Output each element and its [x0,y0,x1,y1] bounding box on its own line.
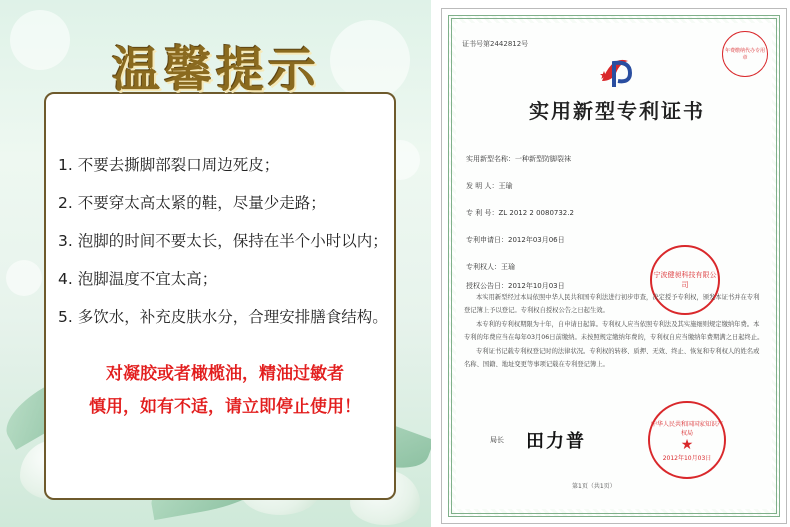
list-item: 4. 泡脚温度不宜太高； [58,270,218,288]
list-item: 2. 不要穿太高太紧的鞋，尽量少走路； [58,194,326,212]
body-paragraph: 本专利的专利权期限为十年，自申请日起算。专利权人应当依照专利法及其实施细则规定缴纳年费。本专利的年费应当在每年03月06日前缴纳。未按照规定缴纳年费的，专利权自应当缴纳年费期满之日起终止。 [464,320,764,342]
patent-holder: 专利权人：王瑜 [466,263,515,271]
warning-line-1: 对凝胶或者橄榄油，精油过敏者 [106,364,344,384]
certificate-title: 实用新型专利证书 [529,99,705,123]
tips-list [58,146,398,336]
body-paragraph: 专利证书记载专利权登记时的法律状况。专利权的转移、质押、无效、终止、恢复和专利权人的姓名或名称、国籍、地址变更等事项记载在专利登记簿上。 [464,347,760,369]
certificate-body [464,291,764,371]
corner-seal-icon: 年费缴纳代办专用章 [722,31,768,77]
application-date: 专利申请日：2012年03月06日 [466,236,565,244]
inventor: 发 明 人：王瑜 [466,182,513,190]
company-seal-icon: 宁波健昶科技有限公司 [650,245,720,315]
signature-name: 田力普 [526,431,586,452]
utility-model-name: 实用新型名称：一种新型防脚裂袜 [466,155,571,163]
patent-certificate [441,8,787,524]
list-item: 5. 多饮水，补充皮肤水分，合理安排膳食结构。 [58,308,388,326]
body-paragraph: 本实用新型经过本局依照中华人民共和国专利法进行初步审查，决定授予专利权，颁发本证书并在专利登记簿上予以登记。专利权自授权公告之日起生效。 [464,294,760,315]
page-title: 温馨提示 [111,42,320,98]
warning-line-2: 慎用，如有不适，请立即停止使用！ [89,397,361,417]
certificate-number: 证书号第2442812号 [462,40,529,48]
patent-office-logo-icon [594,51,638,91]
grant-date: 授权公告日：2012年10月03日 [466,282,565,290]
signature-label: 局长 [490,436,504,444]
allergy-warning [60,358,390,424]
page-footer: 第1页（共1页） [572,483,616,490]
patent-number: 专 利 号：ZL 2012 2 0080732.2 [466,209,574,217]
office-seal-icon: 中华人民共和国国家知识产权局 ★ 2012年10月03日 [648,401,726,479]
list-item: 1. 不要去撕脚部裂口周边死皮； [58,156,280,174]
list-item: 3. 泡脚的时间不要太长，保持在半个小时以内； [58,232,388,250]
